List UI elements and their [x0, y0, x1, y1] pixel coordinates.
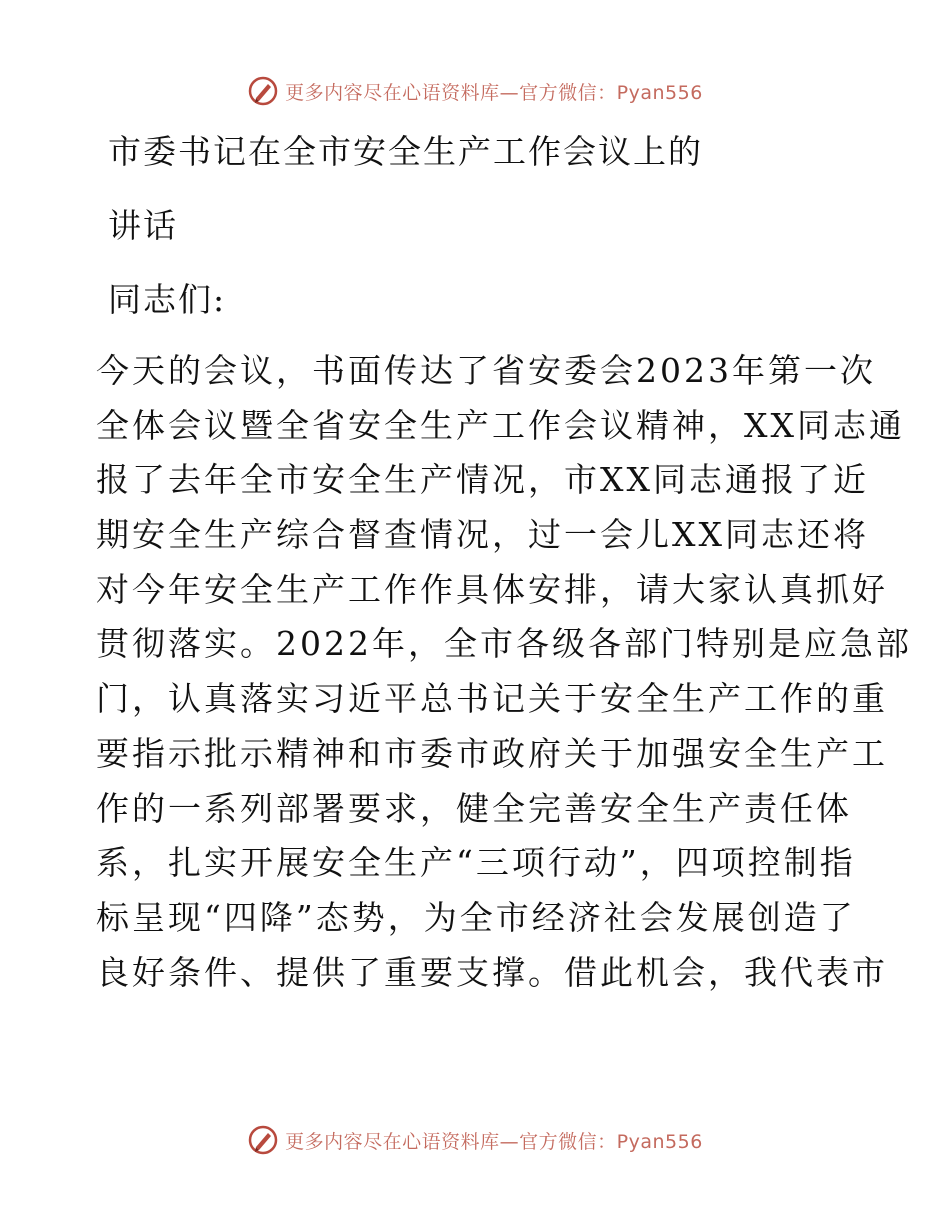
- body-line: 标呈现“四降”态势，为全市经济社会发展创造了: [96, 897, 856, 937]
- salutation: 同志们:: [108, 280, 227, 319]
- watermark-text-bottom: 更多内容尽在心语资料库—官方微信：Pyan556: [285, 1130, 703, 1153]
- body-line: 今天的会议，书面传达了省安委会2023年第一次: [96, 351, 876, 390]
- body-line: 要指示批示精神和市委市政府关于加强安全生产工: [96, 733, 888, 773]
- body-line: 报了去年全市安全生产情况，市XX同志通报了近: [96, 460, 869, 500]
- document-title-line-1: 市委书记在全市安全生产工作会议上的: [108, 132, 703, 171]
- body-paragraph: [96, 344, 912, 1000]
- body-line: 良好条件、提供了重要支撑。借此机会，我代表市: [96, 952, 888, 992]
- body-line: 对今年安全生产工作作具体安排，请大家认真抓好: [96, 569, 888, 609]
- body-line: 系，扎实开展安全生产“三项行动”，四项控制指: [96, 843, 856, 883]
- pen-logo-icon: [247, 1124, 279, 1156]
- pen-logo-icon: [247, 75, 279, 107]
- body-line: 门，认真落实习近平总书记关于安全生产工作的重: [96, 679, 888, 719]
- document-title-line-2: 讲话: [108, 206, 178, 245]
- body-line: 期安全生产综合督查情况，过一会儿XX同志还将: [96, 515, 869, 555]
- body-line: 作的一系列部署要求，健全完善安全生产责任体: [96, 788, 852, 828]
- body-line: 贯彻落实。2022年，全市各级各部门特别是应急部: [96, 624, 912, 664]
- body-line: 全体会议暨全省安全生产工作会议精神，XX同志通: [96, 405, 905, 445]
- watermark-banner-bottom: [0, 1120, 950, 1160]
- watermark-text-top: 更多内容尽在心语资料库—官方微信：Pyan556: [285, 81, 703, 104]
- watermark-banner-top: [0, 71, 950, 111]
